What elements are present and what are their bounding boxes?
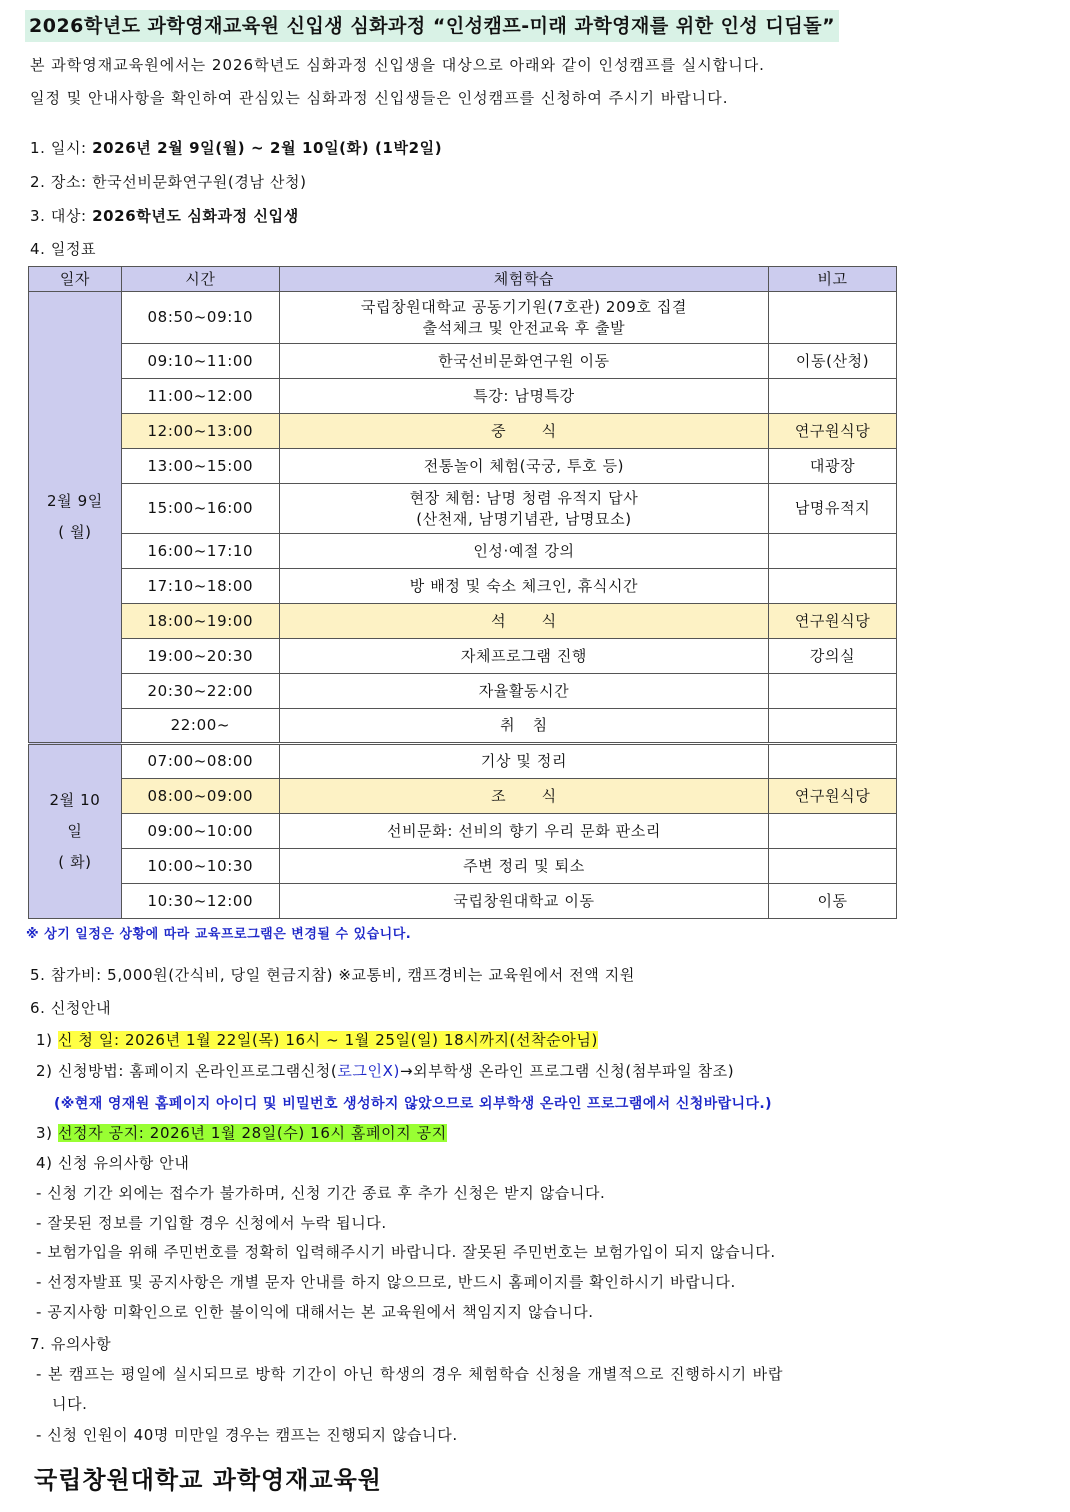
apply-cautions-heading: 4) 신청 유의사항 안내 — [36, 1154, 190, 1172]
day-1-weekday: ( 월) — [58, 523, 92, 541]
note-cell — [769, 709, 897, 744]
table-row-meal — [29, 779, 897, 814]
activity-cell: 방 배정 및 숙소 체크인, 휴식시간 — [279, 569, 768, 604]
time-cell: 16:00~17:10 — [121, 534, 279, 569]
schedule-note: ※ 상기 일정은 상황에 따라 교육프로그램은 변경될 수 있습니다. — [26, 927, 412, 942]
activity-cell: 한국선비문화연구원 이동 — [279, 344, 768, 379]
time-cell: 20:30~22:00 — [121, 674, 279, 709]
item-date-value: 2026년 2월 9일(월) ~ 2월 10일(화) (1박2일) — [92, 139, 443, 157]
note-cell: 남명유적지 — [769, 484, 897, 534]
activity-cell: 조 식 — [279, 779, 768, 814]
table-row — [29, 674, 897, 709]
note-cell: 대광장 — [769, 449, 897, 484]
activity-cell: 주변 정리 및 퇴소 — [279, 849, 768, 884]
apply-method-note: (※현재 영재원 홈페이지 아이디 및 비밀번호 생성하지 않았으므로 외부학생 온라인 프로그램에서 신청바랍니다.) — [54, 1096, 772, 1112]
activity-cell — [279, 484, 768, 534]
activity-cell: 기상 및 정리 — [279, 744, 768, 779]
apply-method-b: →외부학생 온라인 프로그램 신청(첨부파일 참조) — [399, 1062, 735, 1080]
table-row — [29, 569, 897, 604]
apply-bullet-5: - 공지사항 미확인으로 인한 불이익에 대해서는 본 교육원에서 책임지지 않습니다. — [36, 1303, 594, 1321]
caution-bullet-1-cont: 니다. — [52, 1395, 88, 1413]
caution-bullet-2: - 신청 인원이 40명 미만일 경우는 캠프는 진행되지 않습니다. — [36, 1426, 458, 1444]
page-title: 2026학년도 과학영재교육원 신입생 심화과정 “인성캠프-미래 과학영재를 위한 인성 디딤돌” — [25, 10, 839, 42]
activity-cell: 취 침 — [279, 709, 768, 744]
activity-cell: 선비문화: 선비의 향기 우리 문화 판소리 — [279, 814, 768, 849]
header-note: 비고 — [769, 267, 897, 292]
apply-announce — [36, 1122, 447, 1144]
activity-line-2: (산천재, 남명기념관, 남명묘소) — [416, 509, 632, 528]
activity-line-2: 출석체크 및 안전교육 후 출발 — [422, 318, 626, 337]
item-target-value: 2026학년도 심화과정 신입생 — [92, 207, 299, 225]
table-row — [29, 814, 897, 849]
table-row — [29, 709, 897, 744]
activity-cell: 특강: 남명특강 — [279, 379, 768, 414]
note-cell — [769, 674, 897, 709]
table-row — [29, 344, 897, 379]
apply-method-a: 2) 신청방법: 홈페이지 온라인프로그램신청( — [36, 1062, 338, 1080]
note-cell: 연구원식당 — [769, 414, 897, 449]
note-cell: 연구원식당 — [769, 779, 897, 814]
day-2-date: 2월 10 — [49, 791, 101, 809]
activity-cell: 국립창원대학교 이동 — [279, 884, 768, 919]
item-target-label: 3. 대상: — [30, 207, 93, 225]
activity-line-1: 현장 체험: 남명 청렴 유적지 답사 — [409, 488, 639, 507]
activity-cell — [279, 292, 768, 344]
time-cell: 07:00~08:00 — [121, 744, 279, 779]
table-row — [29, 884, 897, 919]
time-cell: 19:00~20:30 — [121, 639, 279, 674]
apply-method-login: 로그인X) — [337, 1062, 400, 1080]
note-cell: 이동 — [769, 884, 897, 919]
activity-cell: 자율활동시간 — [279, 674, 768, 709]
day-2-weekday: ( 화) — [58, 853, 92, 871]
header-activity: 체험학습 — [279, 267, 768, 292]
time-cell: 22:00~ — [121, 709, 279, 744]
time-cell: 08:00~09:00 — [121, 779, 279, 814]
activity-cell: 전통놀이 체험(국궁, 투호 등) — [279, 449, 768, 484]
item-schedule: 4. 일정표 — [30, 240, 97, 258]
time-cell: 12:00~13:00 — [121, 414, 279, 449]
header-day: 일자 — [29, 267, 122, 292]
note-cell — [769, 292, 897, 344]
apply-period — [36, 1029, 598, 1051]
day-1-cell — [29, 292, 122, 744]
time-cell: 13:00~15:00 — [121, 449, 279, 484]
note-cell — [769, 569, 897, 604]
day-2-cell — [29, 744, 122, 919]
note-cell — [769, 379, 897, 414]
note-cell — [769, 744, 897, 779]
footer-institution: 국립창원대학교 과학영재교육원 — [34, 1466, 382, 1494]
apply-method — [36, 1060, 734, 1082]
table-row — [29, 292, 897, 344]
activity-line-1: 국립창원대학교 공동기기원(7호관) 209호 집결 — [360, 297, 688, 316]
note-cell — [769, 814, 897, 849]
apply-bullet-3: - 보험가입을 위해 주민번호를 정확히 입력해주시기 바랍니다. 잘못된 주민번호는 보험가입이 되지 않습니다. — [36, 1243, 776, 1261]
note-cell: 강의실 — [769, 639, 897, 674]
time-cell: 17:10~18:00 — [121, 569, 279, 604]
header-time: 시간 — [121, 267, 279, 292]
table-row — [29, 379, 897, 414]
intro-line-2: 일정 및 안내사항을 확인하여 관심있는 심화과정 신입생들은 인성캠프를 신청하여 주시기 바랍니다. — [30, 89, 729, 107]
apply-announce-text: 선정자 공지: 2026년 1월 28일(수) 16시 홈페이지 공지 — [57, 1124, 447, 1142]
note-cell: 이동(산청) — [769, 344, 897, 379]
schedule-table — [28, 266, 897, 919]
table-row — [29, 534, 897, 569]
intro-line-1: 본 과학영재교육원에서는 2026학년도 심화과정 신입생을 대상으로 아래와 같이 인성캠프를 실시합니다. — [30, 56, 765, 74]
table-header-row — [29, 267, 897, 292]
item-place: 2. 장소: 한국선비문화연구원(경남 산청) — [30, 173, 307, 191]
table-row — [29, 449, 897, 484]
caution-bullet-1: - 본 캠프는 평일에 실시되므로 방학 기간이 아닌 학생의 경우 체험학습 신청을 개별적으로 진행하시기 바랍 — [36, 1365, 784, 1383]
table-row — [29, 484, 897, 534]
activity-cell: 중 식 — [279, 414, 768, 449]
time-cell: 10:00~10:30 — [121, 849, 279, 884]
time-cell: 09:00~10:00 — [121, 814, 279, 849]
item-date-label: 1. 일시: — [30, 139, 93, 157]
time-cell: 10:30~12:00 — [121, 884, 279, 919]
day-1-date: 2월 9일 — [47, 492, 103, 510]
item-caution-heading: 7. 유의사항 — [30, 1335, 112, 1353]
time-cell: 08:50~09:10 — [121, 292, 279, 344]
activity-cell: 인성·예절 강의 — [279, 534, 768, 569]
item-apply-heading: 6. 신청안내 — [30, 999, 112, 1017]
apply-period-num: 1) — [36, 1031, 58, 1049]
activity-cell: 자체프로그램 진행 — [279, 639, 768, 674]
activity-cell: 석 식 — [279, 604, 768, 639]
table-row — [29, 849, 897, 884]
apply-bullet-2: - 잘못된 정보를 기입할 경우 신청에서 누락 됩니다. — [36, 1214, 387, 1232]
time-cell: 15:00~16:00 — [121, 484, 279, 534]
time-cell: 11:00~12:00 — [121, 379, 279, 414]
time-cell: 18:00~19:00 — [121, 604, 279, 639]
table-row-meal — [29, 604, 897, 639]
table-row — [29, 744, 897, 779]
note-cell — [769, 534, 897, 569]
apply-bullet-4: - 선정자발표 및 공지사항은 개별 문자 안내를 하지 않으므로, 반드시 홈페이지를 확인하시기 바랍니다. — [36, 1273, 736, 1291]
item-fee: 5. 참가비: 5,000원(간식비, 당일 현금지참) ※교통비, 캠프경비는 교육원에서 전액 지원 — [30, 966, 635, 984]
apply-bullet-1: - 신청 기간 외에는 접수가 불가하며, 신청 기간 종료 후 추가 신청은 받지 않습니다. — [36, 1184, 606, 1202]
day-2-date-cont: 일 — [67, 822, 83, 840]
apply-announce-num: 3) — [36, 1124, 58, 1142]
apply-period-text: 신 청 일: 2026년 1월 22일(목) 16시 ~ 1월 25일(일) 18시까지(선착순아님) — [57, 1031, 598, 1049]
item-date — [30, 137, 442, 159]
time-cell: 09:10~11:00 — [121, 344, 279, 379]
note-cell — [769, 849, 897, 884]
table-row-meal — [29, 414, 897, 449]
note-cell: 연구원식당 — [769, 604, 897, 639]
table-row — [29, 639, 897, 674]
item-target — [30, 205, 299, 227]
